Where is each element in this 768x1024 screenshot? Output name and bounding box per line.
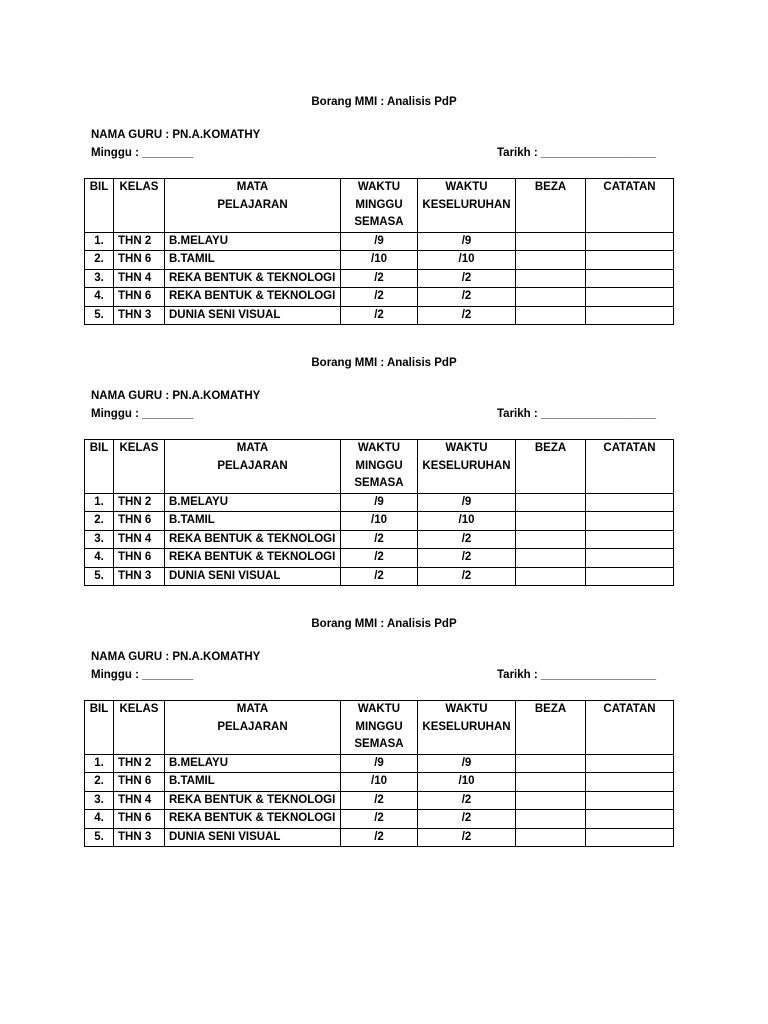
analysis-table — [84, 700, 674, 847]
table-header-row — [85, 701, 674, 755]
table-row — [85, 828, 674, 847]
table-row — [85, 754, 674, 773]
cell-mata-pelajaran: REKA BENTUK & TEKNOLOGI — [165, 791, 341, 810]
cell-bil: 3. — [85, 530, 114, 549]
cell-waktu-keseluruhan: /9 — [418, 754, 516, 773]
cell-catatan — [586, 791, 674, 810]
cell-kelas: THN 4 — [114, 791, 165, 810]
cell-catatan — [586, 828, 674, 847]
table-row — [85, 269, 674, 288]
cell-kelas: THN 3 — [114, 306, 165, 325]
cell-waktu-minggu: /2 — [341, 306, 418, 325]
cell-kelas: THN 6 — [114, 288, 165, 307]
cell-kelas: THN 3 — [114, 828, 165, 847]
cell-kelas: THN 2 — [114, 493, 165, 512]
cell-waktu-keseluruhan: /10 — [418, 512, 516, 531]
cell-beza — [516, 493, 586, 512]
header-catatan: CATATAN — [586, 440, 674, 494]
cell-waktu-minggu: /2 — [341, 828, 418, 847]
cell-mata-pelajaran: B.MELAYU — [165, 232, 341, 251]
cell-bil: 4. — [85, 288, 114, 307]
cell-waktu-minggu: /10 — [341, 251, 418, 270]
teacher-name: NAMA GURU : PN.A.KOMATHY — [91, 390, 261, 402]
cell-mata-pelajaran: REKA BENTUK & TEKNOLOGI — [165, 549, 341, 568]
cell-waktu-keseluruhan: /2 — [418, 810, 516, 829]
cell-catatan — [586, 754, 674, 773]
date-field: Tarikh : __________________ — [497, 147, 657, 159]
week-field: Minggu : ________ — [91, 408, 194, 420]
table-row — [85, 232, 674, 251]
cell-mata-pelajaran: DUNIA SENI VISUAL — [165, 567, 341, 586]
cell-beza — [516, 810, 586, 829]
table-row — [85, 810, 674, 829]
cell-waktu-minggu: /9 — [341, 754, 418, 773]
cell-waktu-keseluruhan: /2 — [418, 269, 516, 288]
cell-mata-pelajaran: B.TAMIL — [165, 251, 341, 270]
cell-bil: 5. — [85, 306, 114, 325]
table-row — [85, 530, 674, 549]
cell-waktu-keseluruhan: /9 — [418, 232, 516, 251]
header-waktu-keseluruhan: WAKTU KESELURUHAN — [418, 701, 516, 755]
table-row — [85, 791, 674, 810]
teacher-name: NAMA GURU : PN.A.KOMATHY — [91, 129, 261, 141]
cell-catatan — [586, 251, 674, 270]
cell-mata-pelajaran: B.MELAYU — [165, 493, 341, 512]
table-row — [85, 493, 674, 512]
table-row — [85, 251, 674, 270]
cell-beza — [516, 754, 586, 773]
cell-waktu-keseluruhan: /2 — [418, 530, 516, 549]
cell-kelas: THN 6 — [114, 773, 165, 792]
cell-waktu-minggu: /9 — [341, 493, 418, 512]
cell-catatan — [586, 493, 674, 512]
header-beza: BEZA — [516, 179, 586, 233]
cell-beza — [516, 512, 586, 531]
cell-beza — [516, 269, 586, 288]
cell-catatan — [586, 232, 674, 251]
cell-mata-pelajaran: REKA BENTUK & TEKNOLOGI — [165, 810, 341, 829]
cell-bil: 1. — [85, 232, 114, 251]
header-kelas: KELAS — [114, 701, 165, 755]
cell-beza — [516, 773, 586, 792]
form-title: Borang MMI : Analisis PdP — [311, 96, 457, 108]
cell-waktu-minggu: /2 — [341, 530, 418, 549]
header-mata-pelajaran: MATA PELAJARAN — [165, 179, 341, 233]
cell-waktu-keseluruhan: /10 — [418, 251, 516, 270]
header-beza: BEZA — [516, 440, 586, 494]
header-waktu-minggu-semasa: WAKTU MINGGU SEMASA — [341, 179, 418, 233]
cell-mata-pelajaran: DUNIA SENI VISUAL — [165, 828, 341, 847]
table-row — [85, 549, 674, 568]
cell-mata-pelajaran: REKA BENTUK & TEKNOLOGI — [165, 530, 341, 549]
cell-kelas: THN 6 — [114, 549, 165, 568]
cell-beza — [516, 549, 586, 568]
cell-beza — [516, 791, 586, 810]
table-row — [85, 567, 674, 586]
header-beza: BEZA — [516, 701, 586, 755]
table-row — [85, 773, 674, 792]
cell-catatan — [586, 269, 674, 288]
cell-beza — [516, 232, 586, 251]
cell-catatan — [586, 512, 674, 531]
cell-kelas: THN 6 — [114, 810, 165, 829]
cell-catatan — [586, 810, 674, 829]
cell-kelas: THN 2 — [114, 754, 165, 773]
cell-kelas: THN 4 — [114, 269, 165, 288]
cell-beza — [516, 530, 586, 549]
header-bil: BIL — [85, 701, 114, 755]
cell-waktu-keseluruhan: /2 — [418, 549, 516, 568]
cell-beza — [516, 306, 586, 325]
cell-bil: 4. — [85, 549, 114, 568]
table-header-row — [85, 440, 674, 494]
header-kelas: KELAS — [114, 179, 165, 233]
date-field: Tarikh : __________________ — [497, 669, 657, 681]
cell-kelas: THN 6 — [114, 251, 165, 270]
header-bil: BIL — [85, 179, 114, 233]
table-row — [85, 306, 674, 325]
form-title: Borang MMI : Analisis PdP — [311, 618, 457, 630]
cell-waktu-keseluruhan: /2 — [418, 306, 516, 325]
header-waktu-minggu-semasa: WAKTU MINGGU SEMASA — [341, 701, 418, 755]
cell-mata-pelajaran: B.TAMIL — [165, 773, 341, 792]
cell-bil: 1. — [85, 754, 114, 773]
teacher-name: NAMA GURU : PN.A.KOMATHY — [91, 651, 261, 663]
header-waktu-keseluruhan: WAKTU KESELURUHAN — [418, 440, 516, 494]
cell-bil: 5. — [85, 567, 114, 586]
cell-waktu-minggu: /2 — [341, 288, 418, 307]
cell-waktu-keseluruhan: /2 — [418, 828, 516, 847]
form-title: Borang MMI : Analisis PdP — [311, 357, 457, 369]
cell-mata-pelajaran: REKA BENTUK & TEKNOLOGI — [165, 288, 341, 307]
cell-waktu-keseluruhan: /2 — [418, 288, 516, 307]
header-kelas: KELAS — [114, 440, 165, 494]
header-bil: BIL — [85, 440, 114, 494]
cell-bil: 2. — [85, 251, 114, 270]
cell-bil: 2. — [85, 512, 114, 531]
table-row — [85, 512, 674, 531]
cell-beza — [516, 567, 586, 586]
cell-waktu-minggu: /10 — [341, 773, 418, 792]
week-field: Minggu : ________ — [91, 147, 194, 159]
cell-catatan — [586, 549, 674, 568]
header-mata-pelajaran: MATA PELAJARAN — [165, 701, 341, 755]
cell-bil: 1. — [85, 493, 114, 512]
cell-waktu-keseluruhan: /2 — [418, 791, 516, 810]
cell-catatan — [586, 567, 674, 586]
header-catatan: CATATAN — [586, 179, 674, 233]
cell-catatan — [586, 773, 674, 792]
cell-waktu-minggu: /2 — [341, 549, 418, 568]
cell-waktu-minggu: /2 — [341, 567, 418, 586]
week-field: Minggu : ________ — [91, 669, 194, 681]
cell-waktu-keseluruhan: /2 — [418, 567, 516, 586]
cell-waktu-minggu: /10 — [341, 512, 418, 531]
cell-catatan — [586, 288, 674, 307]
cell-beza — [516, 251, 586, 270]
cell-kelas: THN 3 — [114, 567, 165, 586]
cell-waktu-minggu: /2 — [341, 810, 418, 829]
header-waktu-minggu-semasa: WAKTU MINGGU SEMASA — [341, 440, 418, 494]
cell-catatan — [586, 306, 674, 325]
cell-kelas: THN 2 — [114, 232, 165, 251]
analysis-table — [84, 439, 674, 586]
cell-mata-pelajaran: B.TAMIL — [165, 512, 341, 531]
cell-beza — [516, 828, 586, 847]
header-waktu-keseluruhan: WAKTU KESELURUHAN — [418, 179, 516, 233]
cell-bil: 4. — [85, 810, 114, 829]
table-header-row — [85, 179, 674, 233]
cell-mata-pelajaran: REKA BENTUK & TEKNOLOGI — [165, 269, 341, 288]
cell-kelas: THN 6 — [114, 512, 165, 531]
cell-bil: 3. — [85, 791, 114, 810]
date-field: Tarikh : __________________ — [497, 408, 657, 420]
header-mata-pelajaran: MATA PELAJARAN — [165, 440, 341, 494]
cell-waktu-minggu: /9 — [341, 232, 418, 251]
cell-bil: 2. — [85, 773, 114, 792]
header-catatan: CATATAN — [586, 701, 674, 755]
cell-catatan — [586, 530, 674, 549]
cell-kelas: THN 4 — [114, 530, 165, 549]
cell-waktu-minggu: /2 — [341, 269, 418, 288]
table-row — [85, 288, 674, 307]
cell-mata-pelajaran: B.MELAYU — [165, 754, 341, 773]
cell-bil: 3. — [85, 269, 114, 288]
cell-waktu-keseluruhan: /10 — [418, 773, 516, 792]
cell-beza — [516, 288, 586, 307]
analysis-table — [84, 178, 674, 325]
cell-waktu-minggu: /2 — [341, 791, 418, 810]
cell-waktu-keseluruhan: /9 — [418, 493, 516, 512]
cell-mata-pelajaran: DUNIA SENI VISUAL — [165, 306, 341, 325]
cell-bil: 5. — [85, 828, 114, 847]
